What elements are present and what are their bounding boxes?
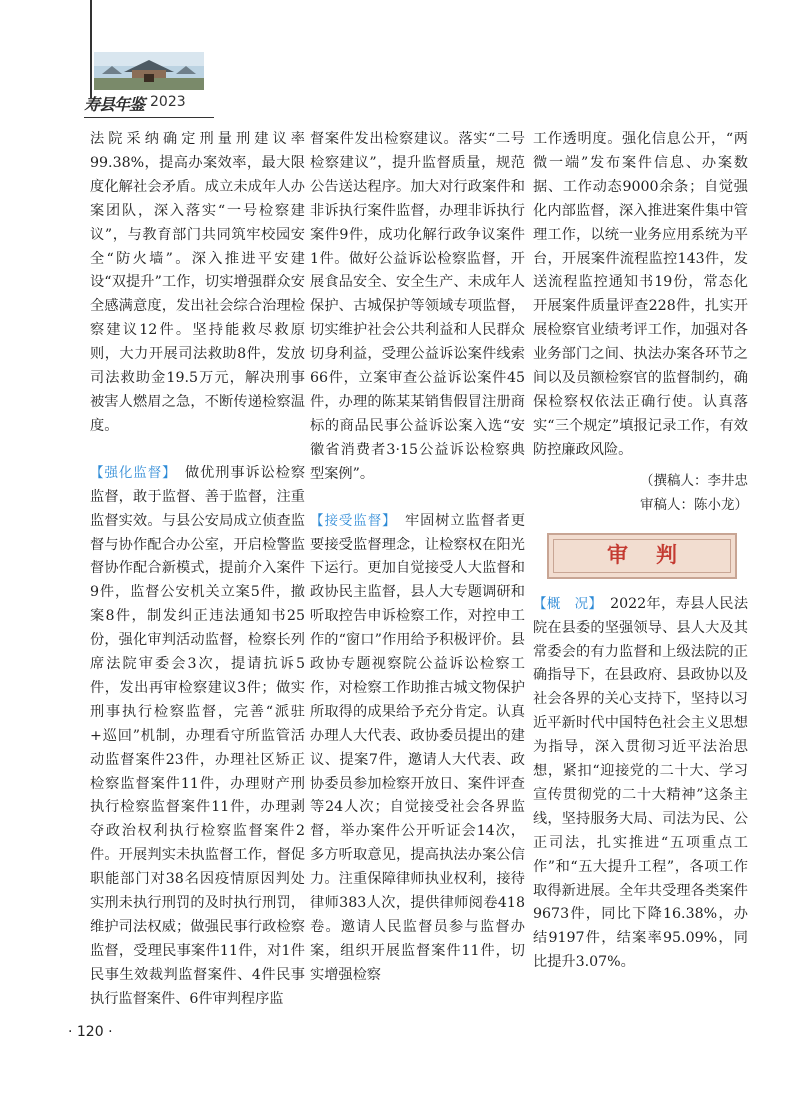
section-tag: 【强化监督】 [90, 464, 170, 481]
gate-tower-banner-icon [94, 52, 204, 90]
paragraph-overview [533, 593, 748, 976]
paragraph: 工作透明度。强化信息公开，“两微一端”发布案件信息、办案数据、工作动态9000余条；自觉强化内部监督，深入推进案件集中管理工作，以统一业务应用系统为平台，开展案件流程监控143件，发送流程监控通知书19份，常态化开展案件质量评查228件，扎实开展检察官业绩考评工作，加强对各业务部门之间、执法办案各环节之间以及员额检察官的监督制约，确保检察权依法正确行使。认真落实“三个规定”填报记录工作，有效防控廉政风险。 [533, 131, 748, 458]
section-heading-frame [553, 539, 731, 573]
section-tag-label: 概 况 [546, 595, 589, 612]
header-divider [90, 0, 92, 98]
page-number: · 120 · [68, 1024, 113, 1040]
paragraph: 法院采纳确定刑量刑建议率99.38%，提高办案效率，最大限度化解社会矛盾。成立未成年人办案团队，深入落实“一号检察建议”，与教育部门共同筑牢校园安全“防火墙”。深入推进平安建设“双提升”工作，切实增强群众安全感满意度，发出社会综合治理检察建议12件。坚持能救尽救原则，大力开展司法救助8件，发放司法救助金19.5万元，解决刑事被害人燃眉之急，不断传递检察温度。 [90, 131, 305, 434]
section-tag: 【接受监督】 [310, 512, 390, 529]
paragraph-body: 牢固树立监督者更要接受监督理念，让检察权在阳光下运行。更加自觉接受人大监督和政协民主监督，县人大专题调研和听取控告申诉检察工作，对控申工作的“窗口”作用给予积极评价。县政协专题视察院公益诉讼检察工作，对检察工作助推古城文物保护所取得的成果给予充分肯定。认真办理人大代表、政协委员提出的建议、提案7件，邀请人大代表、政协委员参加检察开放日、案件评查等24人次；自觉接受社会各界监督，举办案件公开听证会14次，多方听取意见，提高执法办案公信力。注重保障律师执业权利，接待律师383人次，提供律师阅卷418卷。邀请人民监督员参与监督办案，组织开展监督案件11件，切实增强检察 [310, 512, 526, 983]
section-tag-label: 接受监督 [324, 512, 383, 529]
paragraph-body: 2022年，寿县人民法院在县委的坚强领导、县人大及其常委会的有力监督和上级法院的正确指导下，在县政府、县政协以及社会各界的关心支持下，坚持以习近平新时代中国特色社会主义思想为指导，深入贯彻习近平法治思想，紧扣“迎接党的二十大、学习宣传贯彻党的二十大精神”这条主线，坚持服务大局、司法为民、公正司法，扎实推进“五项重点工作”和“五大提升工程”，各项工作取得新进展。全年共受理各类案件9673件，同比下降16.38%，办结9197件，结案率95.09%，同比提升3.07%。 [533, 595, 749, 971]
section-heading-box [547, 533, 737, 579]
section-tag: 【概 况】 [533, 595, 596, 612]
yearbook-year: 2023 [150, 94, 186, 110]
page-header [84, 0, 204, 120]
author-credit [533, 469, 748, 517]
text-column-1 [90, 128, 305, 1012]
paragraph-body: 做优刑事诉讼检察监督，敢于监督、善于监督，注重监督实效。与县公安局成立侦查监督与协作配合办公室，开启检警监督协作配合新模式，提前介入案件9件，监督公安机关立案5件，撤案8件，制发纠正违法通知书25份，强化审判活动监督，检察长列席法院审委会3次，提请抗诉5件，发出再审检察建议3件；做实刑事执行检察监督，完善“派驻+巡回”机制，办理看守所监管活动监督案件23件，办理社区矫正检察监督案件11件，办理财产刑执行检察监督案件11件，办理剥夺政治权利执行检察监督案件2件。开展判实未执监督工作，督促职能部门对38名因疫情原因判处实刑未执行刑罚的及时执行刑罚，维护司法权威；做强民事行政检察监督，受理民事案件11件，对1件民事生效裁判监督案件、4件民事执行监督案件、6件审判程序监 [90, 464, 306, 1007]
yearbook-logo: 寿县年鉴 [84, 95, 145, 114]
text-column-2 [310, 128, 525, 988]
yearbook-brand [84, 90, 204, 116]
paragraph: 督案件发出检察建议。落实“二号检察建议”，提升监督质量，规范公告送达程序。加大对行政案件和非诉执行案件监督，办理非诉执行案件9件，成功化解行政争议案件1件。做好公益诉讼检察监督，开展食品安全、安全生产、未成年人保护、古城保护等领域专项监督，切实维护社会公共利益和人民群众切身利益，受理公益诉讼案件线索66件，立案审查公益诉讼案件45件，办理的陈某某销售假冒注册商标的商品民事公益诉讼案入选“安徽省消费者3·15公益诉讼检察典型案例”。 [310, 131, 525, 482]
text-column-3 [533, 128, 748, 975]
credit-writer: （撰稿人：李井忠 [640, 472, 748, 489]
header-rule [84, 117, 214, 118]
section-tag-label: 强化监督 [104, 464, 163, 481]
section-heading: 审判 [607, 542, 705, 567]
credit-reviewer: 审稿人：陈小龙） [640, 496, 748, 513]
paragraph-accept-supervision [310, 510, 525, 988]
paragraph-supervision [90, 462, 305, 1012]
